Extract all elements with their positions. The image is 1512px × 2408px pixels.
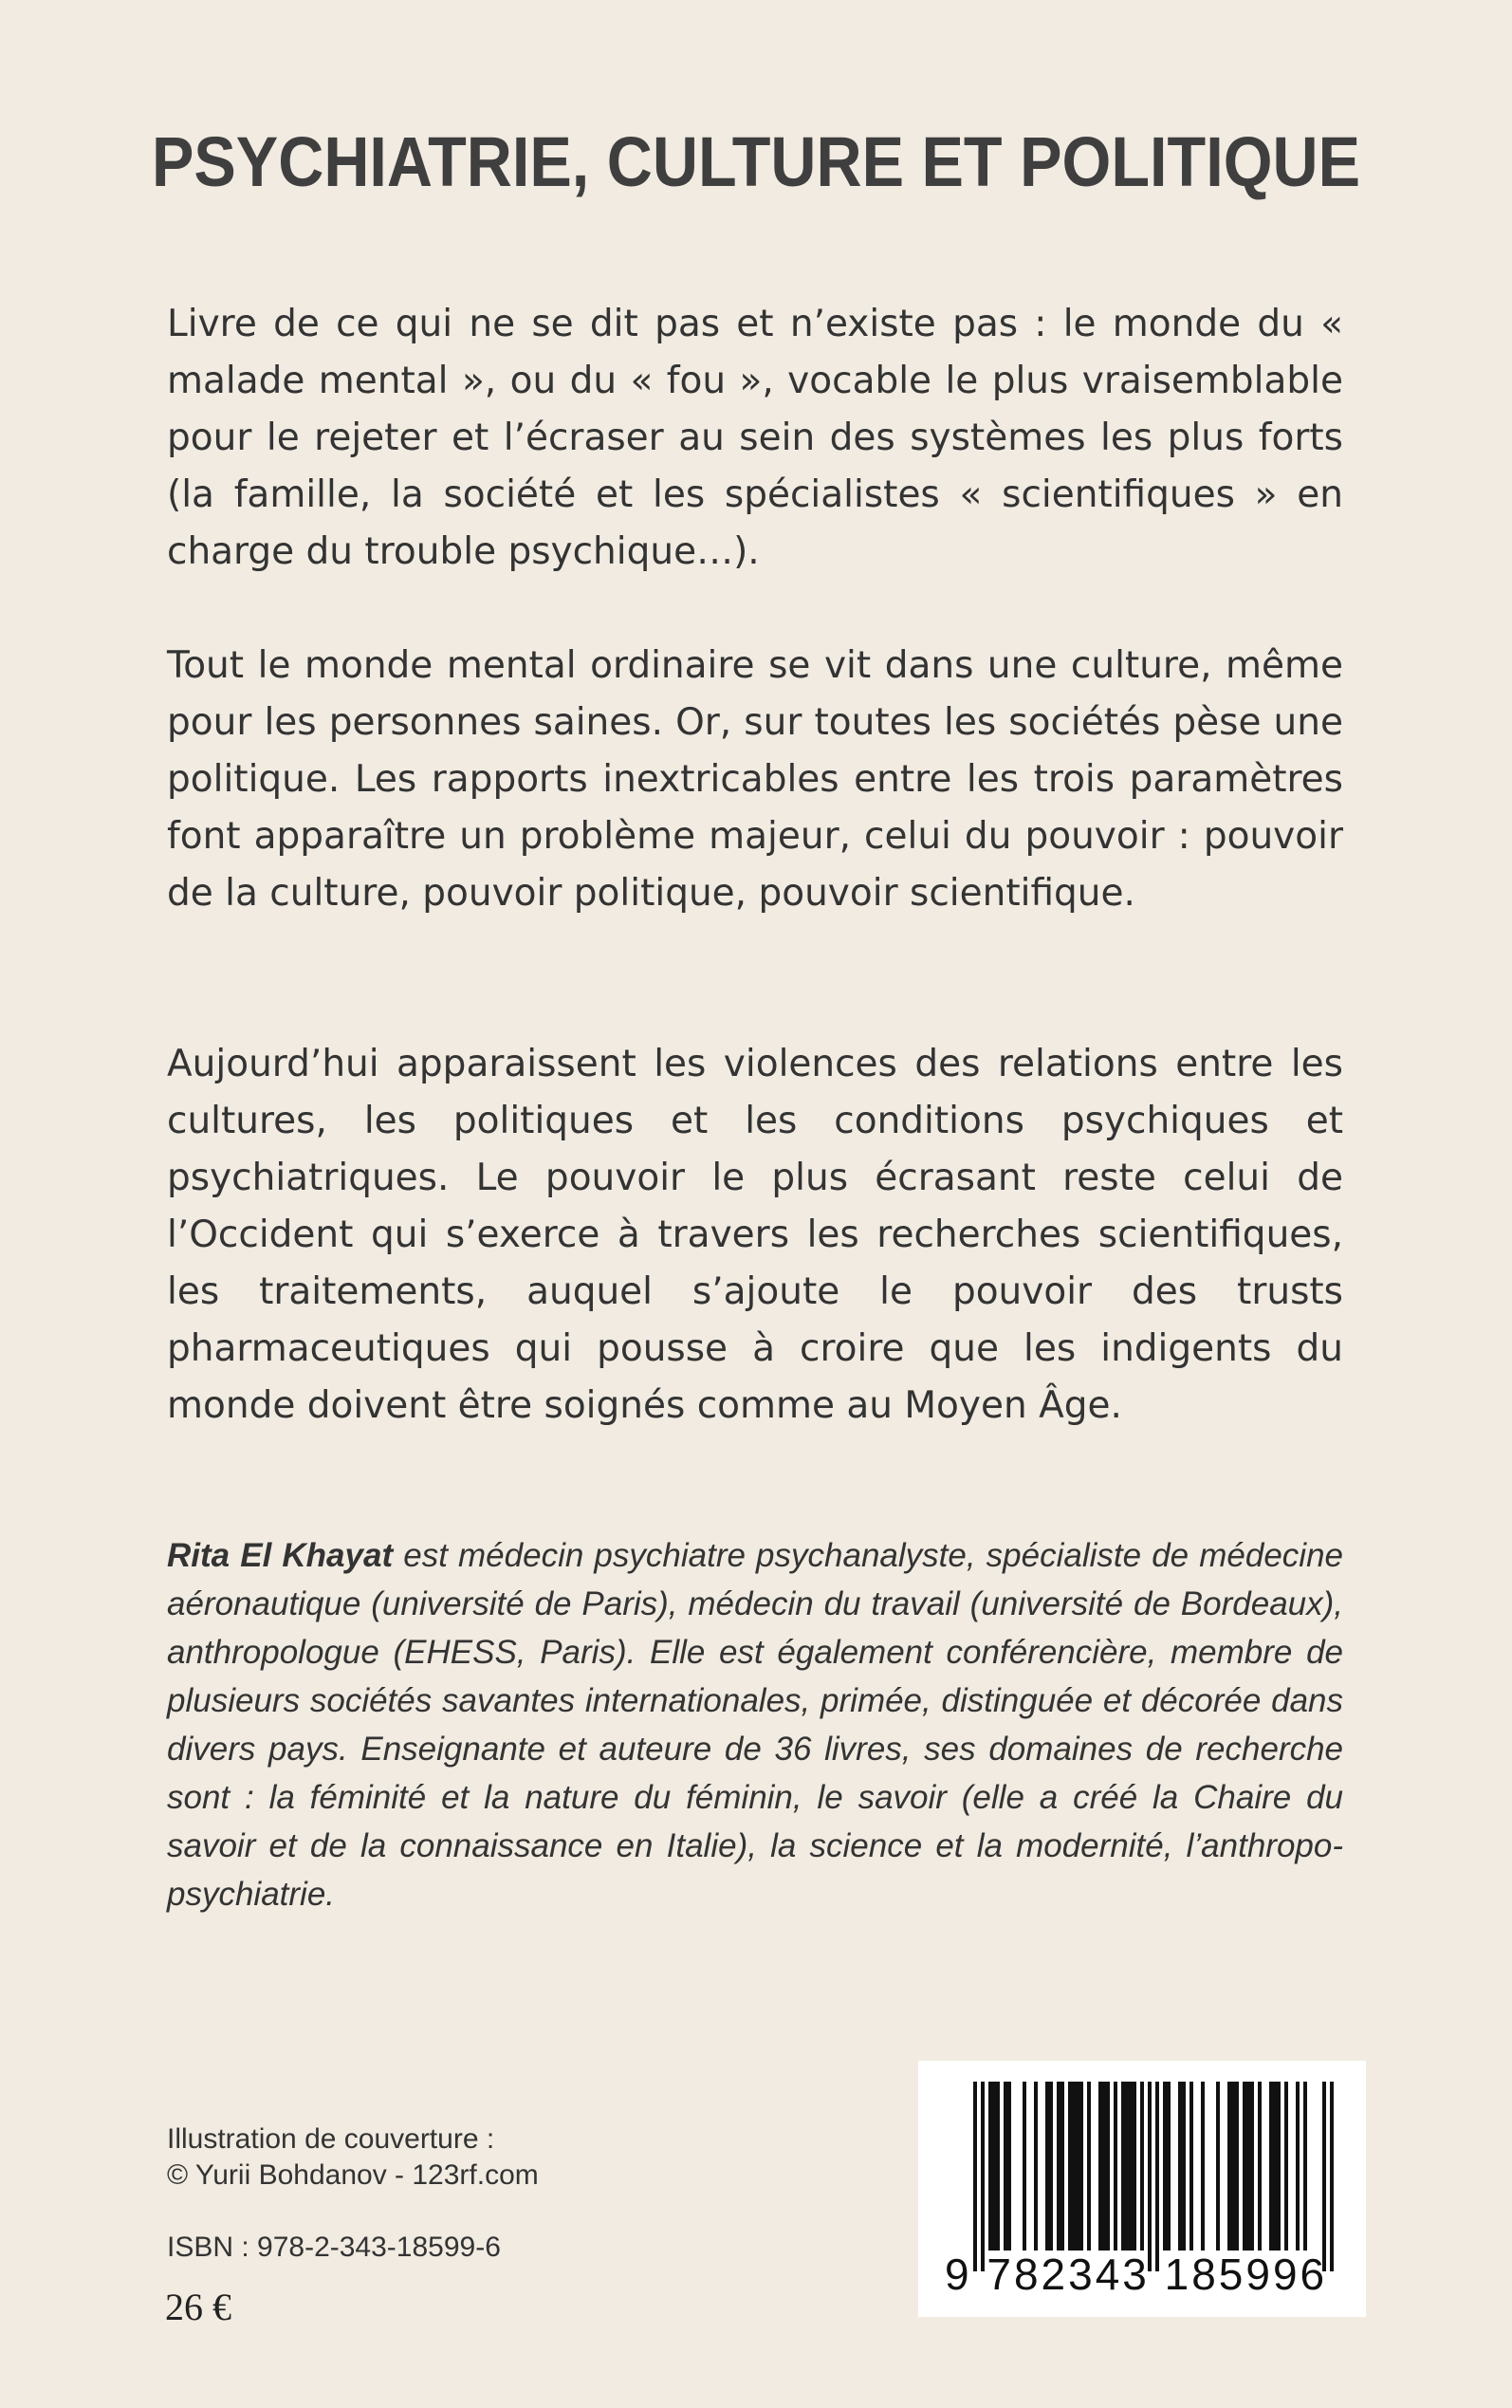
book-title: PSYCHIATRIE, CULTURE ET POLITIQUE xyxy=(151,122,1361,201)
barcode-bar xyxy=(1106,2082,1110,2251)
barcode-bar xyxy=(1007,2082,1011,2251)
barcode-bar xyxy=(1269,2082,1273,2251)
barcode-bar xyxy=(988,2082,992,2251)
barcode-bar xyxy=(973,2082,977,2271)
barcode-bar xyxy=(1155,2082,1159,2271)
barcode-bar xyxy=(1303,2082,1307,2251)
price-label: 26 € xyxy=(165,2286,231,2328)
barcode-bar xyxy=(1121,2082,1125,2251)
barcode-bar xyxy=(1277,2082,1281,2251)
barcode-bar xyxy=(1004,2082,1007,2251)
barcode-bar xyxy=(1235,2082,1239,2251)
barcode-bar xyxy=(1250,2082,1254,2251)
barcode-bar xyxy=(1258,2082,1262,2251)
barcode-bar xyxy=(1023,2082,1026,2251)
isbn-label: ISBN : 978-2-343-18599-6 xyxy=(167,2232,501,2263)
barcode-bar xyxy=(1178,2082,1182,2251)
barcode-bar xyxy=(1243,2082,1246,2251)
barcode-bar xyxy=(1076,2082,1079,2251)
barcode-bar xyxy=(1163,2082,1167,2251)
barcode-bar xyxy=(1114,2082,1117,2251)
barcode-bar xyxy=(1072,2082,1076,2251)
barcode-bar xyxy=(1102,2082,1106,2251)
barcode-bar xyxy=(1098,2082,1102,2251)
barcode-bar xyxy=(1231,2082,1235,2251)
barcode-bar xyxy=(1049,2082,1053,2251)
barcode-bar xyxy=(1140,2082,1144,2251)
barcode-bar xyxy=(1079,2082,1083,2251)
barcode-bar xyxy=(1273,2082,1277,2251)
author-bio-text: est médecin psychiatre psychanalyste, spécialiste de médecine aéronautique (université de Paris), médecin du travail (université de Bordeaux), anthropologue (EHESS, Paris). Elle est également conférencière, membre de plusieurs sociétés savantes internationales, primée, distinguée et décorée dans divers pays. Enseignante et auteure de 36 livres, ses domaines de recherche sont : la féminité et la nature du féminin, le savoir (elle a créé la Chaire du savoir et de la connaissance en Italie), la science et la modernité, l’anthropo-psychiatrie. xyxy=(167,1537,1343,1913)
illustration-credits xyxy=(167,2121,539,2194)
barcode-bar xyxy=(1216,2082,1220,2251)
barcode-bar xyxy=(1129,2082,1133,2251)
barcode-bar xyxy=(1322,2082,1326,2271)
author-bio xyxy=(167,1531,1343,1918)
barcode-bar xyxy=(1330,2082,1334,2271)
barcode-bar xyxy=(1125,2082,1129,2251)
barcode-bar xyxy=(1133,2082,1136,2251)
barcode-bar xyxy=(1045,2082,1049,2251)
synopsis-paragraph-3: Aujourd’hui apparaissent les violences des relations entre les cultures, les politiques et les conditions psychiques et psychiatriques. Le pouvoir le plus écrasant reste celui de l’Occident qui s’exerce à travers les recherches scientifiques, les traitements, auquel s’ajoute le pouvoir des trusts pharmaceutiques qui pousse à croire que les indigents du monde doivent être soignés comme au Moyen Âge. xyxy=(167,1043,1343,1427)
barcode-bar xyxy=(996,2082,1000,2251)
barcode-bar xyxy=(992,2082,996,2251)
barcode-bar xyxy=(1034,2082,1038,2251)
barcode-bar xyxy=(1057,2082,1060,2251)
barcode-bar xyxy=(1227,2082,1231,2251)
synopsis-paragraph-1: Livre de ce qui ne se dit pas et n’existe pas : le monde du « malade mental », ou du « fou », vocable le plus vraisemblable pour le rejeter et l’écraser au sein des systèmes les plus forts (la famille, la société et les spécialistes « scientifiques » en charge du trouble psychique…). xyxy=(167,303,1343,573)
barcode-bar xyxy=(1284,2082,1288,2251)
barcode-bar xyxy=(1148,2082,1152,2271)
barcode-bar xyxy=(1182,2082,1186,2251)
barcode-bar xyxy=(1068,2082,1072,2251)
barcode-bar xyxy=(1189,2082,1193,2251)
barcode-bar xyxy=(1201,2082,1205,2251)
barcode-bar xyxy=(981,2082,985,2271)
barcode-bar xyxy=(1246,2082,1250,2251)
barcode xyxy=(918,2061,1366,2317)
synopsis-paragraph-2: Tout le monde mental ordinaire se vit dans une culture, même pour les personnes saines. Or, sur toutes les sociétés pèse une politique. Les rapports inextricables entre les trois paramètres font apparaître un problème majeur, celui du pouvoir : pouvoir de la culture, pouvoir politique, pouvoir scientifique. xyxy=(167,644,1343,915)
barcode-bar xyxy=(1167,2082,1171,2251)
barcode-bar xyxy=(1060,2082,1064,2251)
barcode-bar xyxy=(1087,2082,1091,2251)
author-name: Rita El Khayat xyxy=(167,1537,394,1574)
barcode-digits: 9 782343 185996 xyxy=(945,2250,1328,2299)
illustration-credit-label: Illustration de couverture : xyxy=(167,2123,495,2155)
illustration-credit-source: © Yurii Bohdanov - 123rf.com xyxy=(167,2159,539,2191)
barcode-bar xyxy=(1296,2082,1300,2251)
